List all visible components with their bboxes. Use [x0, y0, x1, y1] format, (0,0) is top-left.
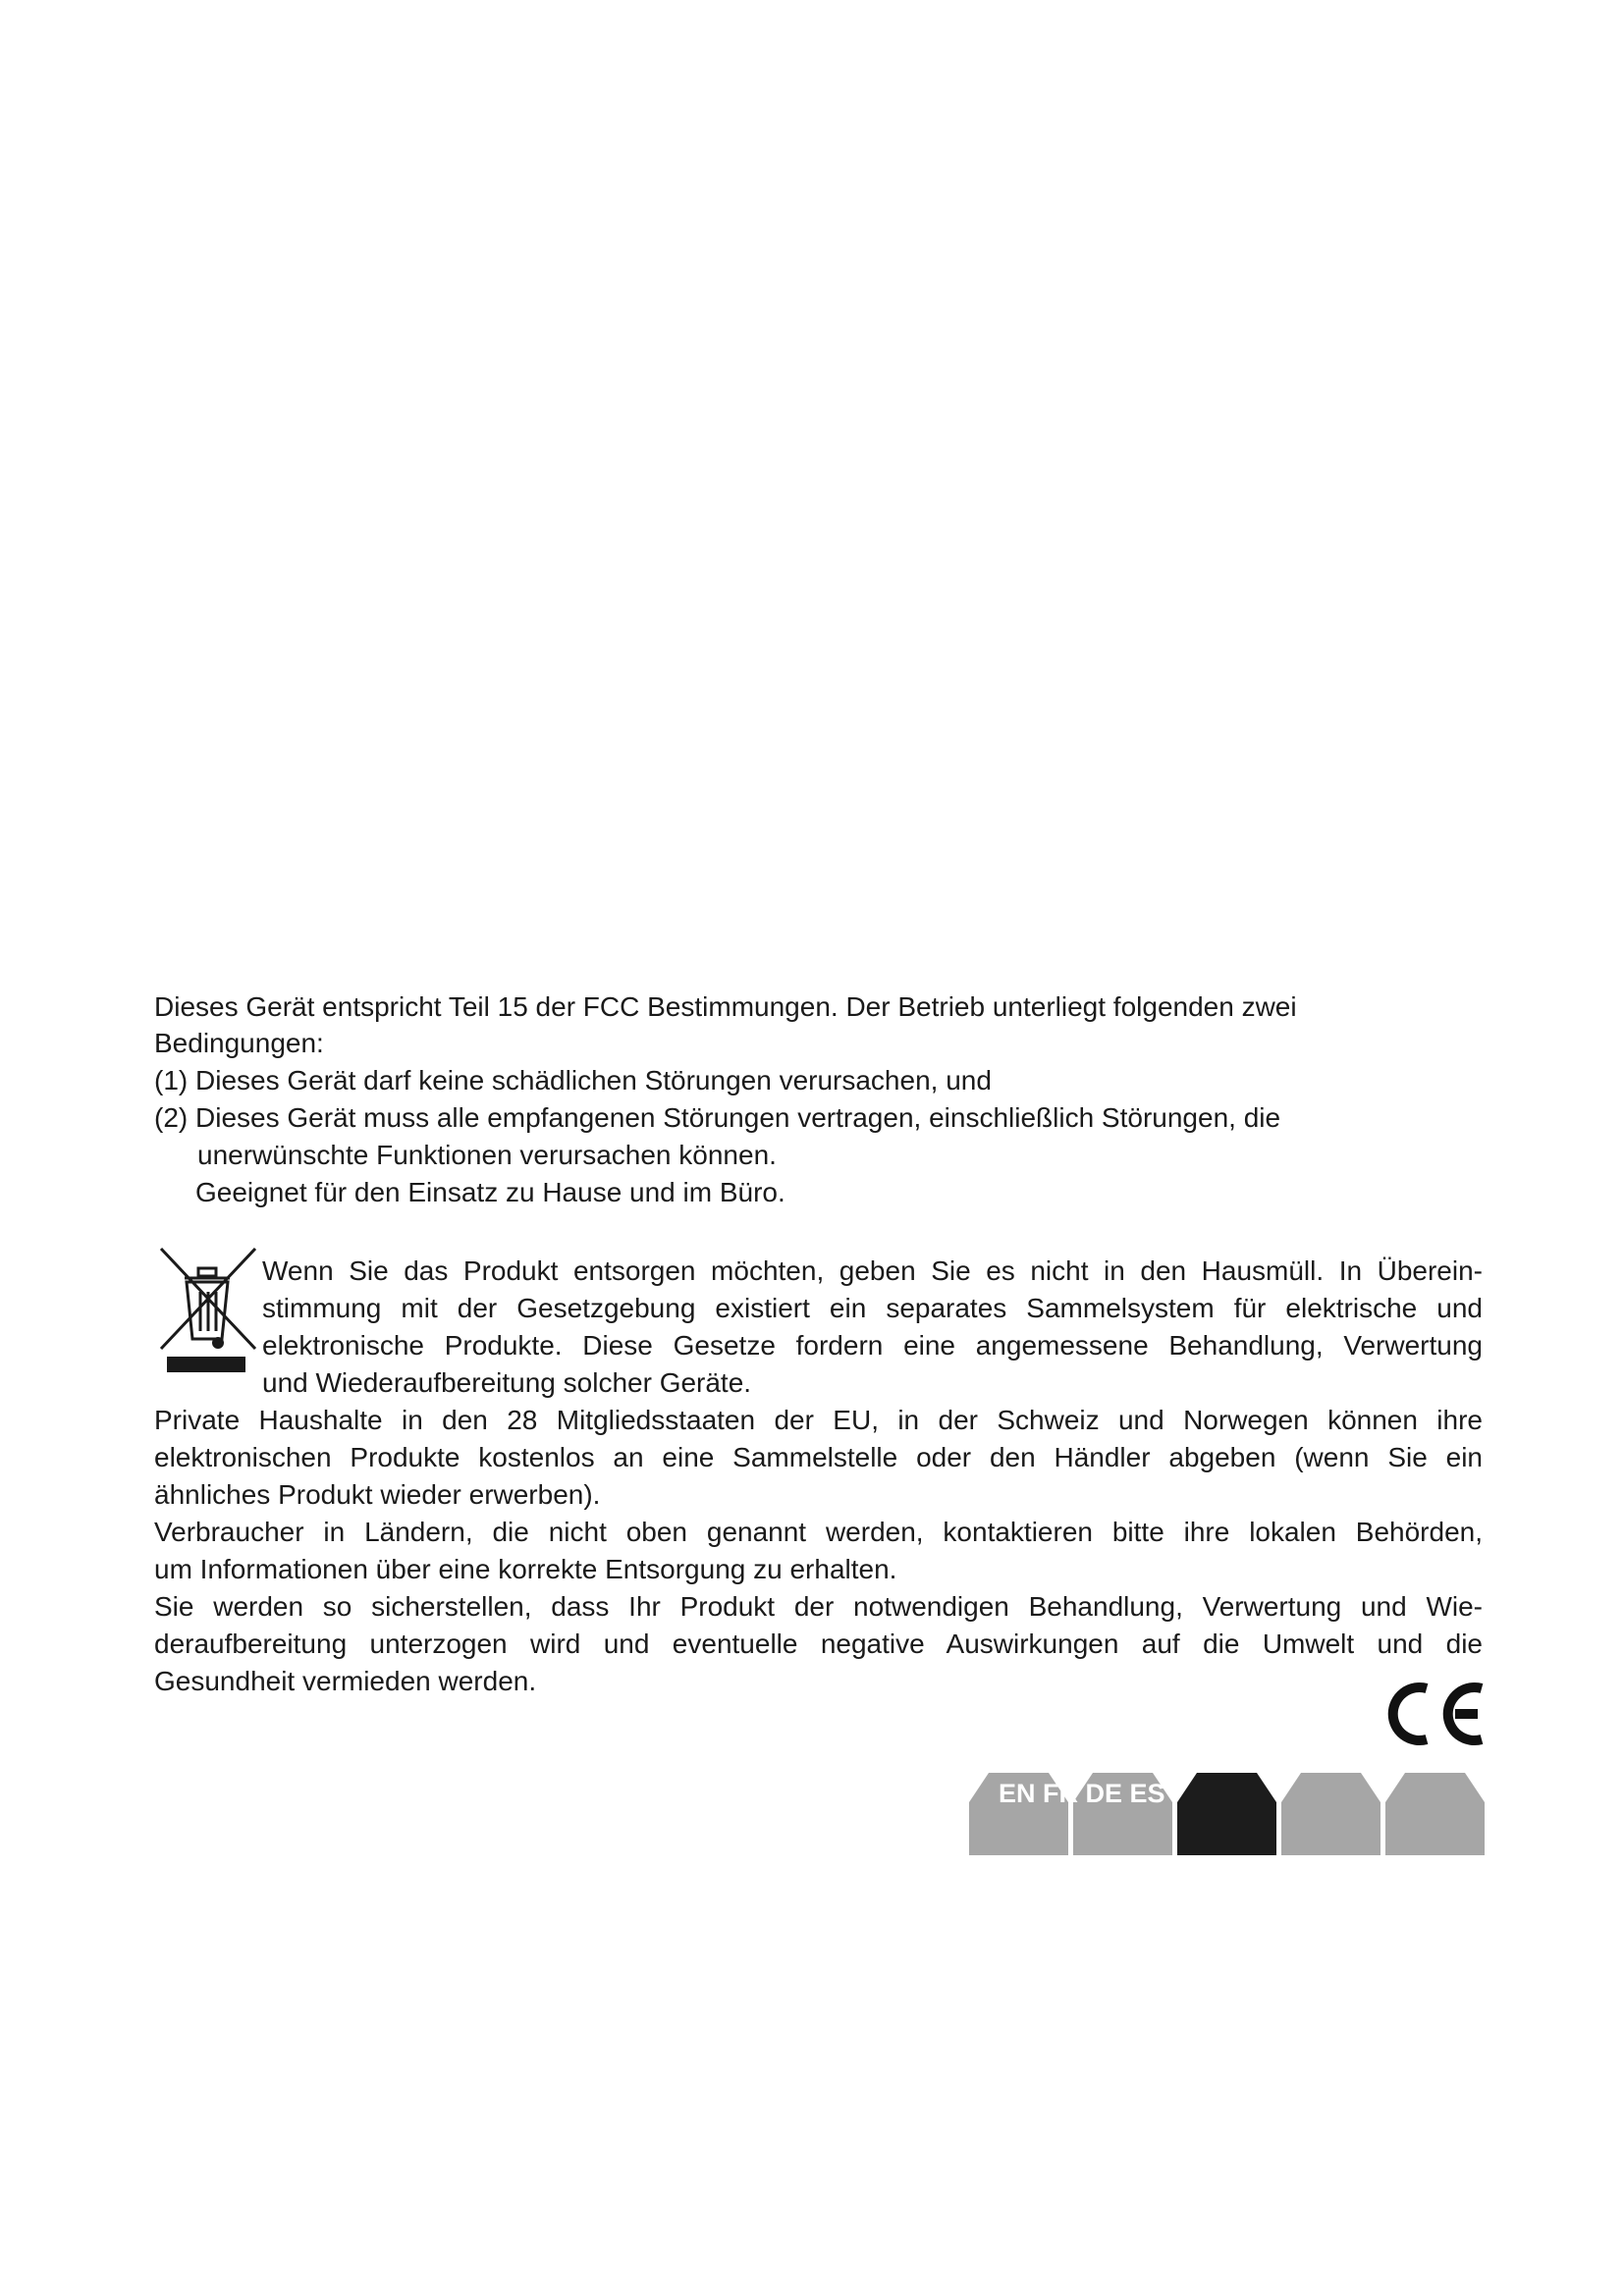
language-tab-strip: [969, 1763, 1485, 1855]
disposal-line-2: stimmung mit der Gesetzgebung existiert ein separates Sammelsystem für elektrische und: [262, 1293, 1483, 1323]
usage-note: Geeignet für den Einsatz zu Hause und im Büro.: [195, 1177, 785, 1207]
language-tab-5: [1385, 1773, 1485, 1855]
disposal-line-12: Gesundheit vermieden werden.: [154, 1666, 537, 1696]
language-tab-labels: EN FR DE ES: [999, 1779, 1165, 1808]
disposal-line-11: deraufbereitung unterzogen wird und eventuelle negative Auswirkungen auf die Umwelt und die: [154, 1629, 1483, 1659]
fcc-condition-2: (2) Dieses Gerät muss alle empfangenen Störungen vertragen, einschließlich Störungen, die: [154, 1102, 1281, 1133]
fcc-condition-1: (1) Dieses Gerät darf keine schädlichen Störungen verursachen, und: [154, 1065, 992, 1095]
language-tab-4: [1281, 1773, 1380, 1855]
disposal-line-8: Verbraucher in Ländern, die nicht oben genannt werden, kontaktieren bitte ihre lokalen Behörden,: [154, 1517, 1483, 1547]
disposal-line-10: Sie werden so sicherstellen, dass Ihr Produkt der notwendigen Behandlung, Verwertung und Wie-: [154, 1591, 1483, 1622]
fcc-condition-2-cont: unerwünschte Funktionen verursachen können.: [197, 1140, 777, 1170]
language-tab-3: [1177, 1773, 1276, 1855]
crossed-out-wheelie-bin-icon: [157, 1245, 263, 1374]
disposal-line-6: elektronischen Produkte kostenlos an eine Sammelstelle oder den Händler abgeben (wenn Sie ein: [154, 1442, 1483, 1472]
disposal-line-3: elektronische Produkte. Diese Gesetze fordern eine angemessene Behandlung, Verwertung: [262, 1330, 1483, 1361]
disposal-line-7: ähnliches Produkt wieder erwerben).: [154, 1479, 601, 1510]
fcc-line-2: Bedingungen:: [154, 1028, 324, 1058]
disposal-line-5: Private Haushalte in den 28 Mitgliedsstaaten der EU, in der Schweiz und Norwegen können ihre: [154, 1405, 1483, 1435]
fcc-line-1: Dieses Gerät entspricht Teil 15 der FCC Bestimmungen. Der Betrieb unterliegt folgenden zwei: [154, 991, 1297, 1022]
ce-mark-icon: [1380, 1679, 1488, 1749]
disposal-line-1: Wenn Sie das Produkt entsorgen möchten, geben Sie es nicht in den Hausmüll. In Überein-: [262, 1255, 1483, 1286]
disposal-line-4: und Wiederaufbereitung solcher Geräte.: [262, 1367, 752, 1398]
disposal-line-9: um Informationen über eine korrekte Entsorgung zu erhalten.: [154, 1554, 897, 1584]
